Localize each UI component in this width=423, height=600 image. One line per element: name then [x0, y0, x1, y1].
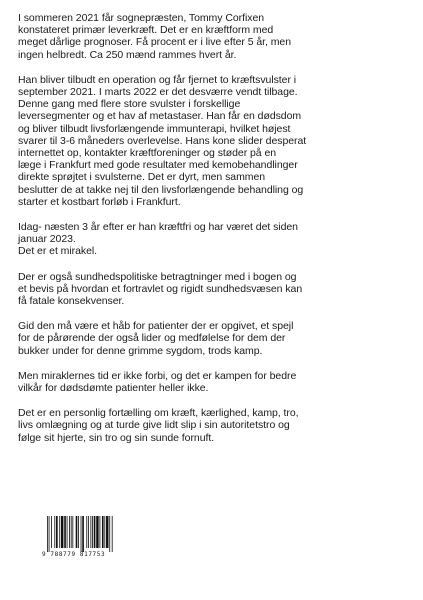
paragraph-diagnosis: I sommeren 2021 får sognepræsten, Tommy Corfixen konstateret primær leverkræft. Det er en kræftform med meget dårlige prognoser. Få procent er i live efter 5 år, men ingen helbredt. Ca 250 mænd rammes hvert år.	[18, 12, 292, 61]
barcode-bar	[90, 516, 91, 548]
barcode-bar	[88, 516, 89, 548]
barcode-bar	[96, 516, 98, 548]
back-cover-text	[18, 12, 410, 457]
paragraph-health-policy: Der er også sundhedspolitiske betragtninger med i bogen og et bevis på hvordan et fortravlet og rigidt sundhedsvæsen kan få fatale konsekvenser.	[18, 270, 303, 308]
barcode-bar	[78, 516, 79, 548]
paragraph-personal-story: Det er en personlig fortælling om kræft, kærlighed, kamp, tro, livs omlægning og at turde give lidt slip i sin autoritetstro og følge sit hjerte, sin tro og sin sunde fornuft.	[18, 407, 299, 444]
barcode-bar	[104, 516, 105, 548]
barcode-bar	[81, 516, 82, 552]
barcode-bar	[61, 516, 63, 548]
barcode-bar	[82, 516, 84, 552]
barcode-bar	[106, 516, 108, 548]
barcode-bar	[102, 516, 104, 548]
barcode-bar	[69, 516, 70, 548]
paragraph-treatment: Han bliver tilbudt en operation og får fjernet to kræftsvulster i september 2021. I marts 2022 er det desværre vendt tilbage. Denne gang med flere store svulster i forskellige leversegmenter og et hav af metastaser. Han får en dødsdom og bliver tilbudt livsforlængende immunterapi, hvilket højest svarer til 3-6 måneders overlevelse. Hans kone slider desperat internettet op, kontakter kræftforeninger og støder på en læge i Frankfurt med gode resultater med kemobehandlinger direkte sprøjtet i svulsterne. Det er dyrt, men sammen beslutter de at takke nej til den livsforlængende behandling og starter et kostbart forløb i Frankfurt.	[18, 73, 307, 208]
paragraph-miracle: Idag- næsten 3 år efter er han kræftfri og har været det siden januar 2023. Det er et mirakel.	[18, 221, 298, 258]
barcode-bar	[47, 516, 48, 552]
barcode-bars	[47, 516, 139, 552]
isbn-barcode	[40, 512, 142, 568]
barcode-digits: 9 788779 817753	[42, 551, 106, 558]
barcode-bar	[49, 516, 50, 552]
barcode-bar	[59, 516, 60, 548]
barcode-bar	[112, 516, 113, 552]
barcode-bar	[51, 516, 52, 548]
barcode-bar	[86, 516, 87, 548]
barcode-bar	[67, 516, 68, 548]
barcode-bar	[71, 516, 72, 548]
barcode-bar	[94, 516, 96, 548]
barcode-bar	[76, 516, 78, 548]
paragraph-fight: Men miraklernes tid er ikke forbi, og det er kampen for bedre vilkår for dødsdømte patienter heller ikke.	[18, 369, 297, 395]
barcode-bar	[56, 516, 58, 548]
barcode-bar	[64, 516, 66, 548]
barcode-bar	[72, 516, 73, 548]
barcode-bar	[99, 516, 100, 548]
barcode-bar	[54, 516, 55, 548]
barcode-bar	[92, 516, 93, 548]
barcode-bar	[109, 516, 110, 552]
paragraph-hope: Gid den må være et håb for patienter der er opgivet, et spejl for de pårørende der også lider og medfølelse for dem der bukker under for denne grimme sygdom, trods kamp.	[18, 320, 294, 357]
